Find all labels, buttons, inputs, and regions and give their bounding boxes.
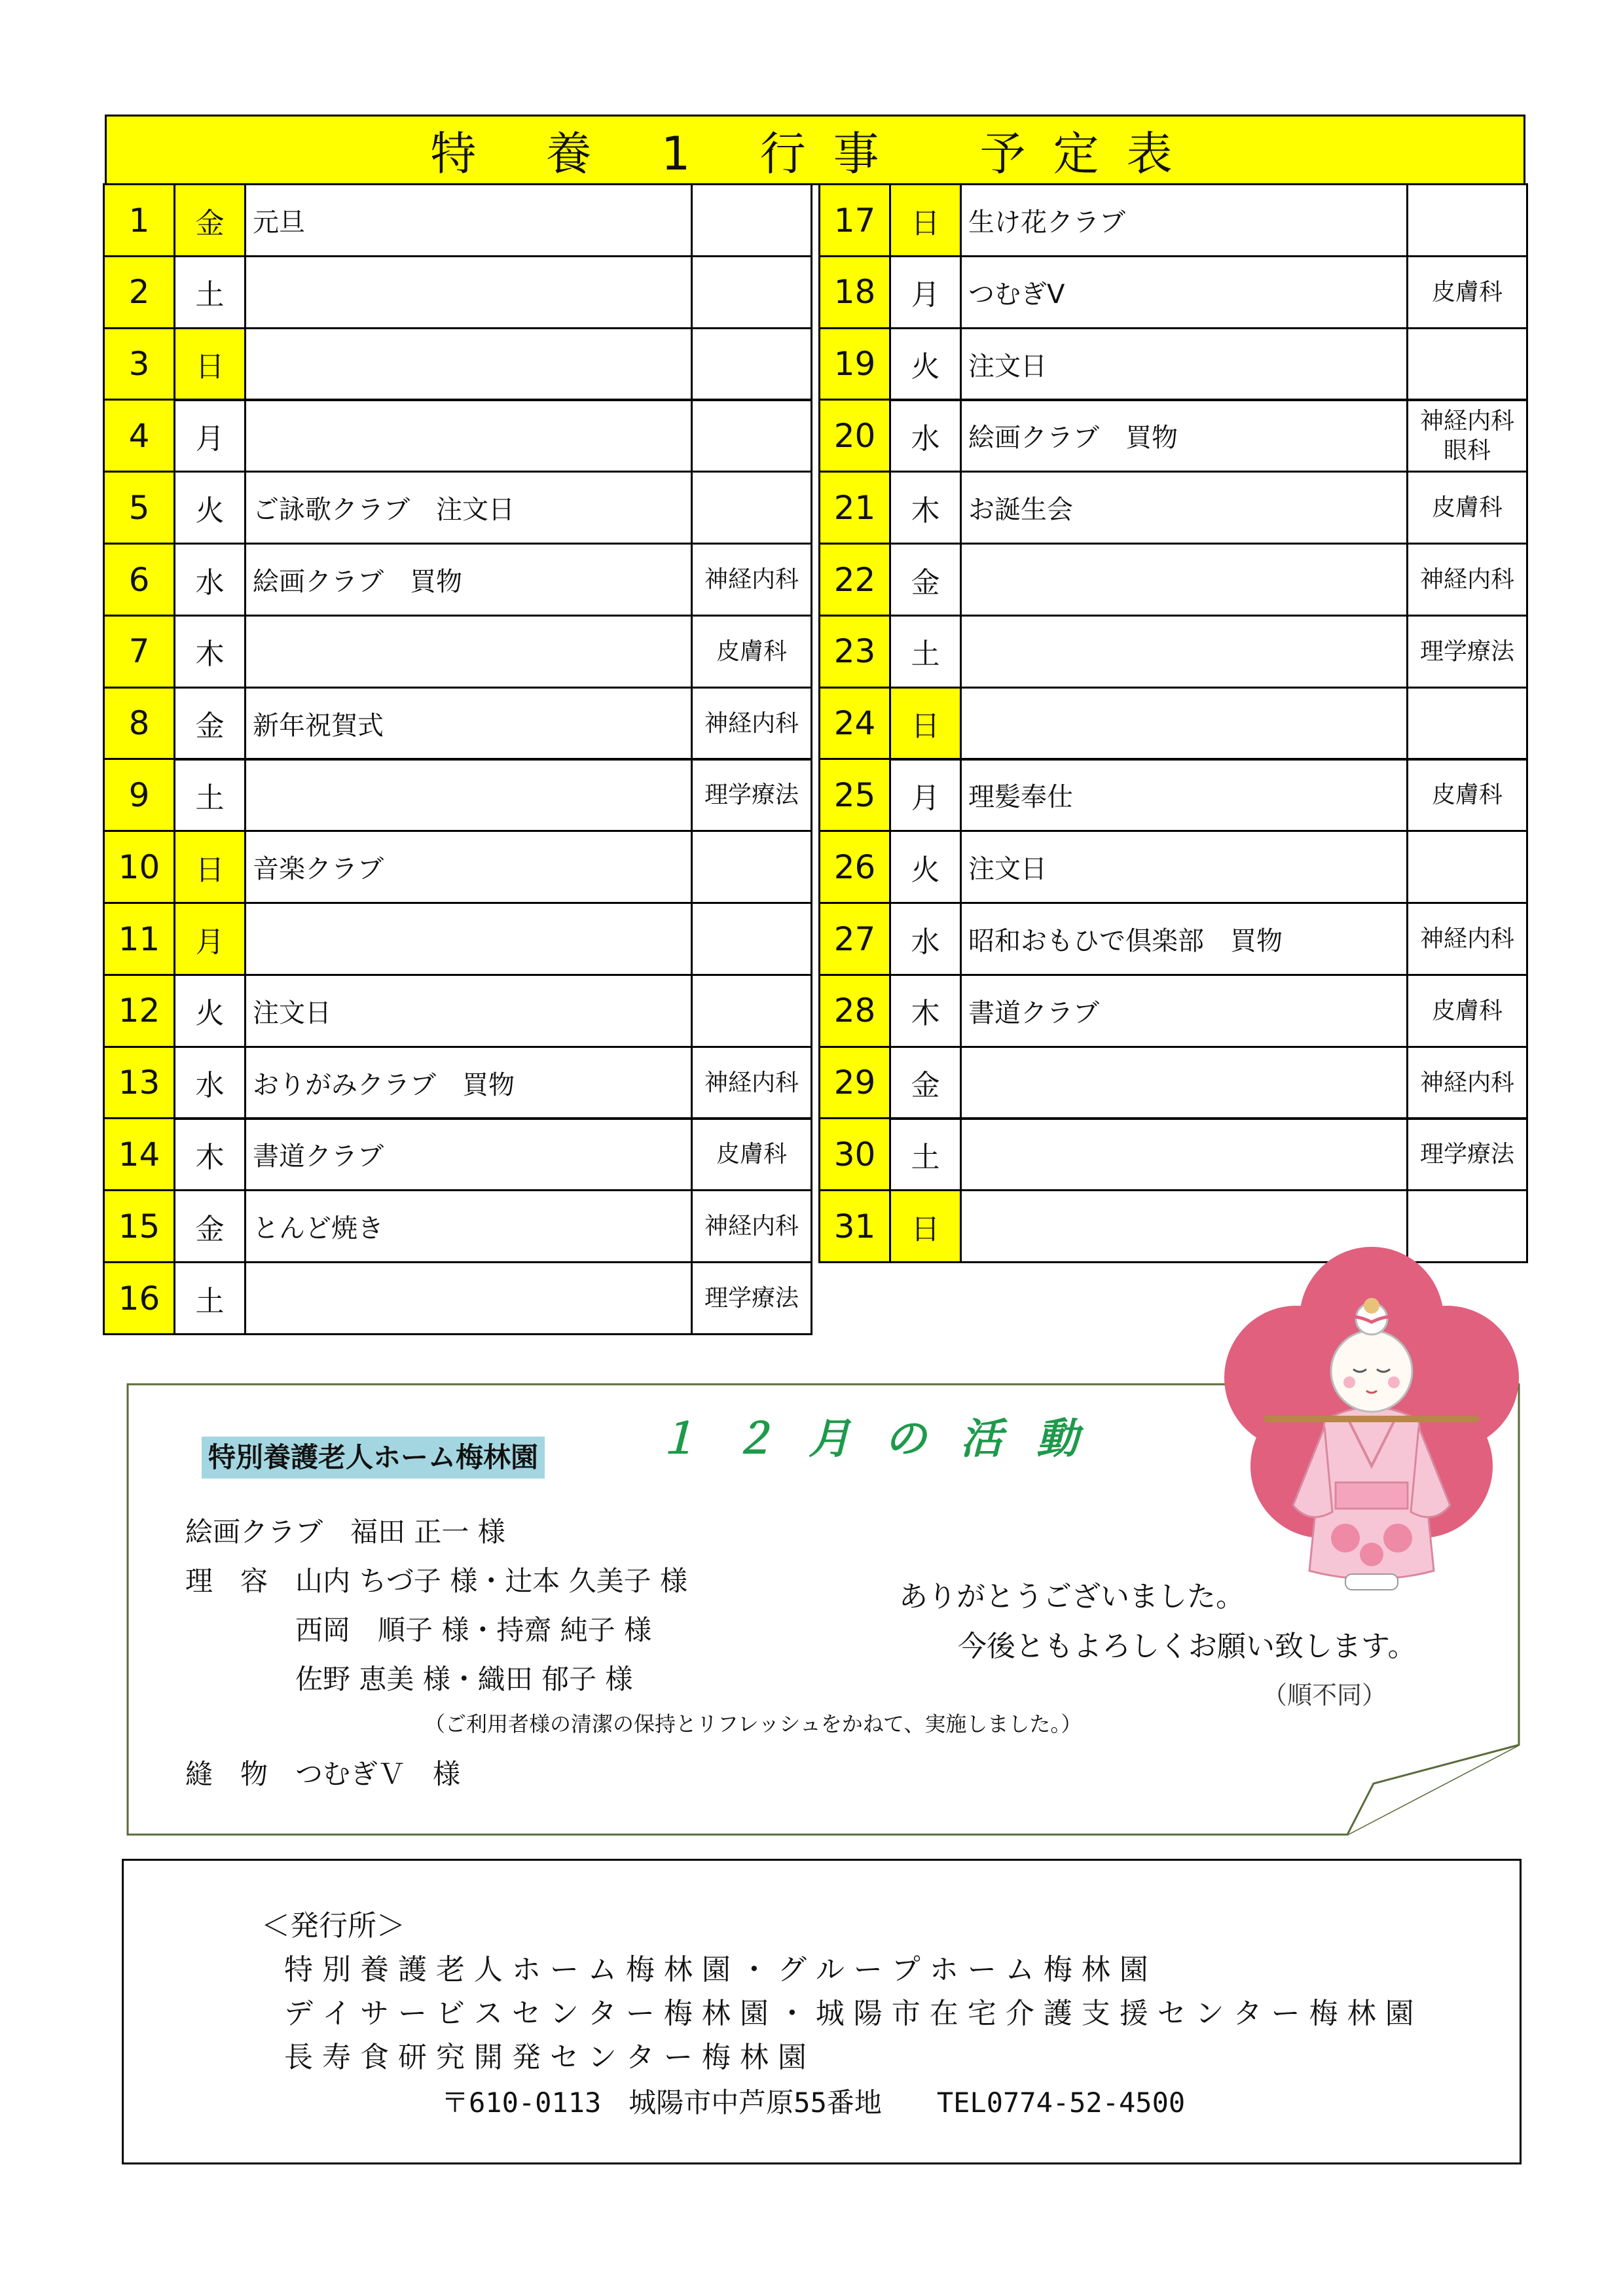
schedule-row	[105, 904, 812, 976]
activity-line: 縫 物 つむぎＶ 様	[185, 1758, 461, 1790]
schedule-row	[820, 545, 1528, 617]
weekday-cell: 水	[889, 902, 962, 976]
date-cell: 6	[103, 543, 175, 617]
weekday-cell: 木	[173, 1117, 246, 1191]
clinic-note-cell: 神経内科	[1406, 1046, 1528, 1120]
date-cell: 15	[103, 1189, 175, 1263]
clinic-note-cell	[1406, 327, 1528, 401]
clinic-note-cell: 皮膚科	[691, 1117, 812, 1191]
schedule-row	[105, 1119, 812, 1191]
event-cell	[244, 327, 693, 401]
event-cell: 新年祝賀式	[244, 687, 693, 761]
weekday-cell: 金	[889, 543, 962, 617]
schedule-row	[820, 401, 1528, 473]
schedule-row	[820, 257, 1528, 329]
clinic-note-cell: 理学療法	[1406, 615, 1528, 689]
date-cell: 20	[818, 399, 891, 473]
activity-line: 絵画クラブ 福田 正一 様	[185, 1516, 505, 1548]
weekday-cell: 日	[889, 183, 962, 257]
publisher-line: デ イ サ ー ビ ス セ ン タ ー 梅 林 園 ・ 城 陽 市 在 宅 介 護 支 援 セ ン タ ー 梅 林 園	[284, 1997, 1414, 2030]
event-cell: 昭和おもひで倶楽部 買物	[960, 902, 1408, 976]
activity-note: （ご利用者様の清潔の保持とリフレッシュをかねて、実施しました。）	[424, 1712, 1082, 1736]
clinic-note-cell: 皮膚科	[1406, 974, 1528, 1048]
date-cell: 1	[103, 183, 175, 257]
schedule-row	[820, 976, 1528, 1048]
weekday-cell: 金	[173, 183, 246, 257]
clinic-note-cell	[691, 974, 812, 1048]
schedule-row	[105, 617, 812, 689]
event-cell: 音楽クラブ	[244, 830, 693, 904]
date-cell: 21	[818, 471, 891, 545]
schedule-table	[105, 185, 1525, 1335]
date-cell: 28	[818, 974, 891, 1048]
date-cell: 22	[818, 543, 891, 617]
clinic-note-cell: 皮膚科	[1406, 758, 1528, 832]
weekday-cell: 土	[173, 1261, 246, 1335]
weekday-cell: 金	[173, 1189, 246, 1263]
date-cell: 10	[103, 830, 175, 904]
clinic-note-cell: 理学療法	[691, 758, 812, 832]
schedule-row	[820, 832, 1528, 904]
clinic-note-cell: 神経内科 眼科	[1406, 399, 1528, 473]
event-cell: お誕生会	[960, 471, 1408, 545]
event-cell: 書道クラブ	[244, 1117, 693, 1191]
event-cell: 注文日	[244, 974, 693, 1048]
clinic-note-cell: 神経内科	[691, 687, 812, 761]
event-cell	[244, 615, 693, 689]
weekday-cell: 水	[889, 399, 962, 473]
clinic-note-cell: 神経内科	[1406, 543, 1528, 617]
date-cell: 11	[103, 902, 175, 976]
weekday-cell: 水	[173, 1046, 246, 1120]
schedule-title: 特 養 1 行事 予定表	[105, 115, 1525, 185]
date-cell: 7	[103, 615, 175, 689]
clinic-note-cell: 神経内科	[691, 1046, 812, 1120]
schedule-row	[105, 832, 812, 904]
date-cell: 18	[818, 255, 891, 329]
weekday-cell: 日	[889, 687, 962, 761]
weekday-cell: 日	[173, 830, 246, 904]
date-cell: 19	[818, 327, 891, 401]
weekday-cell: 月	[889, 255, 962, 329]
publisher-line: 特 別 養 護 老 人 ホ ー ム 梅 林 園 ・ グ ル ー プ ホ ー ム 梅 林 園	[284, 1953, 1148, 1986]
weekday-cell: 火	[889, 327, 962, 401]
activities-title: １２月の活動	[657, 1415, 1112, 1463]
weekday-cell: 日	[889, 1189, 962, 1263]
date-cell: 14	[103, 1117, 175, 1191]
event-cell: つむぎV	[960, 255, 1408, 329]
clinic-note-cell: 神経内科	[1406, 902, 1528, 976]
schedule-row	[105, 329, 812, 401]
schedule-row	[105, 257, 812, 329]
schedule-row	[820, 329, 1528, 401]
schedule-row	[105, 760, 812, 832]
event-cell	[960, 543, 1408, 617]
date-cell: 16	[103, 1261, 175, 1335]
clinic-note-cell	[691, 255, 812, 329]
clinic-note-cell	[691, 183, 812, 257]
clinic-note-cell	[691, 902, 812, 976]
schedule-row	[105, 401, 812, 473]
weekday-cell: 金	[889, 1046, 962, 1120]
publisher-line: 長 寿 食 研 究 開 発 セ ン タ ー 梅 林 園	[284, 2041, 807, 2074]
date-cell: 24	[818, 687, 891, 761]
schedule-row	[820, 760, 1528, 832]
schedule-row	[820, 904, 1528, 976]
schedule-row	[105, 1263, 812, 1335]
schedule-row	[105, 185, 812, 257]
weekday-cell: 火	[173, 974, 246, 1048]
schedule-row	[820, 1048, 1528, 1120]
clinic-note-cell: 皮膚科	[1406, 471, 1528, 545]
schedule-row	[105, 1191, 812, 1263]
weekday-cell: 土	[889, 1117, 962, 1191]
activity-line: 佐野 恵美 様・織田 郁子 様	[185, 1663, 633, 1695]
clinic-note-cell: 神経内科	[691, 543, 812, 617]
event-cell	[244, 1261, 693, 1335]
clinic-note-cell	[691, 327, 812, 401]
weekday-cell: 土	[889, 615, 962, 689]
schedule-row	[820, 617, 1528, 689]
date-cell: 9	[103, 758, 175, 832]
event-cell	[244, 902, 693, 976]
weekday-cell: 月	[173, 902, 246, 976]
event-cell	[244, 255, 693, 329]
activity-line: 西岡 順子 様・持齋 純子 様	[185, 1614, 652, 1646]
event-cell: 絵画クラブ 買物	[960, 399, 1408, 473]
event-cell	[960, 687, 1408, 761]
clinic-note-cell: 理学療法	[1406, 1117, 1528, 1191]
date-cell: 31	[818, 1189, 891, 1263]
weekday-cell: 月	[889, 758, 962, 832]
weekday-cell: 木	[889, 471, 962, 545]
date-cell: 29	[818, 1046, 891, 1120]
publisher-heading: ＜発行所＞	[261, 1909, 405, 1943]
clinic-note-cell: 神経内科	[691, 1189, 812, 1263]
weekday-cell: 土	[173, 758, 246, 832]
date-cell: 23	[818, 615, 891, 689]
schedule-row	[820, 689, 1528, 761]
clinic-note-cell	[691, 399, 812, 473]
event-cell: 注文日	[960, 830, 1408, 904]
weekday-cell: 金	[173, 687, 246, 761]
date-cell: 3	[103, 327, 175, 401]
event-cell: 理髪奉仕	[960, 758, 1408, 832]
clinic-note-cell	[1406, 183, 1528, 257]
date-cell: 5	[103, 471, 175, 545]
event-cell: 元旦	[244, 183, 693, 257]
clinic-note-cell: 理学療法	[691, 1261, 812, 1335]
clinic-note-cell: 皮膚科	[1406, 255, 1528, 329]
date-cell: 17	[818, 183, 891, 257]
clinic-note-cell: 皮膚科	[691, 615, 812, 689]
clinic-note-cell	[691, 471, 812, 545]
publisher-box	[122, 1859, 1522, 2164]
weekday-cell: 火	[173, 471, 246, 545]
schedule-row	[105, 689, 812, 761]
clinic-note-cell	[1406, 687, 1528, 761]
event-cell: 注文日	[960, 327, 1408, 401]
clinic-note-cell	[691, 830, 812, 904]
weekday-cell: 木	[889, 974, 962, 1048]
date-cell: 2	[103, 255, 175, 329]
order-note: （順不同）	[1262, 1681, 1387, 1710]
schedule-row	[105, 1048, 812, 1120]
date-cell: 13	[103, 1046, 175, 1120]
schedule-row	[105, 976, 812, 1048]
event-cell	[960, 615, 1408, 689]
event-cell	[244, 758, 693, 832]
schedule-row	[105, 545, 812, 617]
schedule-row	[820, 473, 1528, 545]
weekday-cell: 木	[173, 615, 246, 689]
schedule-row	[820, 1119, 1528, 1191]
date-cell: 27	[818, 902, 891, 976]
activity-line: 理 容 山内 ちづ子 様・辻本 久美子 様	[185, 1565, 687, 1597]
event-cell: ご詠歌クラブ 注文日	[244, 471, 693, 545]
date-cell: 25	[818, 758, 891, 832]
event-cell: とんど焼き	[244, 1189, 693, 1263]
thanks-message-2: 今後ともよろしくお願い致します。	[958, 1630, 1417, 1663]
weekday-cell: 水	[173, 543, 246, 617]
date-cell: 30	[818, 1117, 891, 1191]
schedule-row	[820, 185, 1528, 257]
event-cell	[960, 1046, 1408, 1120]
event-cell	[244, 399, 693, 473]
date-cell: 26	[818, 830, 891, 904]
event-cell: おりがみクラブ 買物	[244, 1046, 693, 1120]
date-cell: 8	[103, 687, 175, 761]
publisher-address: 〒610-0113 城陽市中芦原55番地 TEL0774-52-4500	[441, 2087, 1186, 2119]
weekday-cell: 土	[173, 255, 246, 329]
schedule-row	[105, 473, 812, 545]
thanks-message: ありがとうございました。	[899, 1580, 1245, 1613]
event-cell: 生け花クラブ	[960, 183, 1408, 257]
date-cell: 12	[103, 974, 175, 1048]
weekday-cell: 月	[173, 399, 246, 473]
event-cell	[960, 1117, 1408, 1191]
weekday-cell: 火	[889, 830, 962, 904]
date-cell: 4	[103, 399, 175, 473]
event-cell: 絵画クラブ 買物	[244, 543, 693, 617]
facility-label: 特別養護老人ホーム梅林園	[202, 1437, 545, 1479]
weekday-cell: 日	[173, 327, 246, 401]
clinic-note-cell	[1406, 830, 1528, 904]
ume-doll-illustration	[1214, 1230, 1529, 1597]
event-cell: 書道クラブ	[960, 974, 1408, 1048]
